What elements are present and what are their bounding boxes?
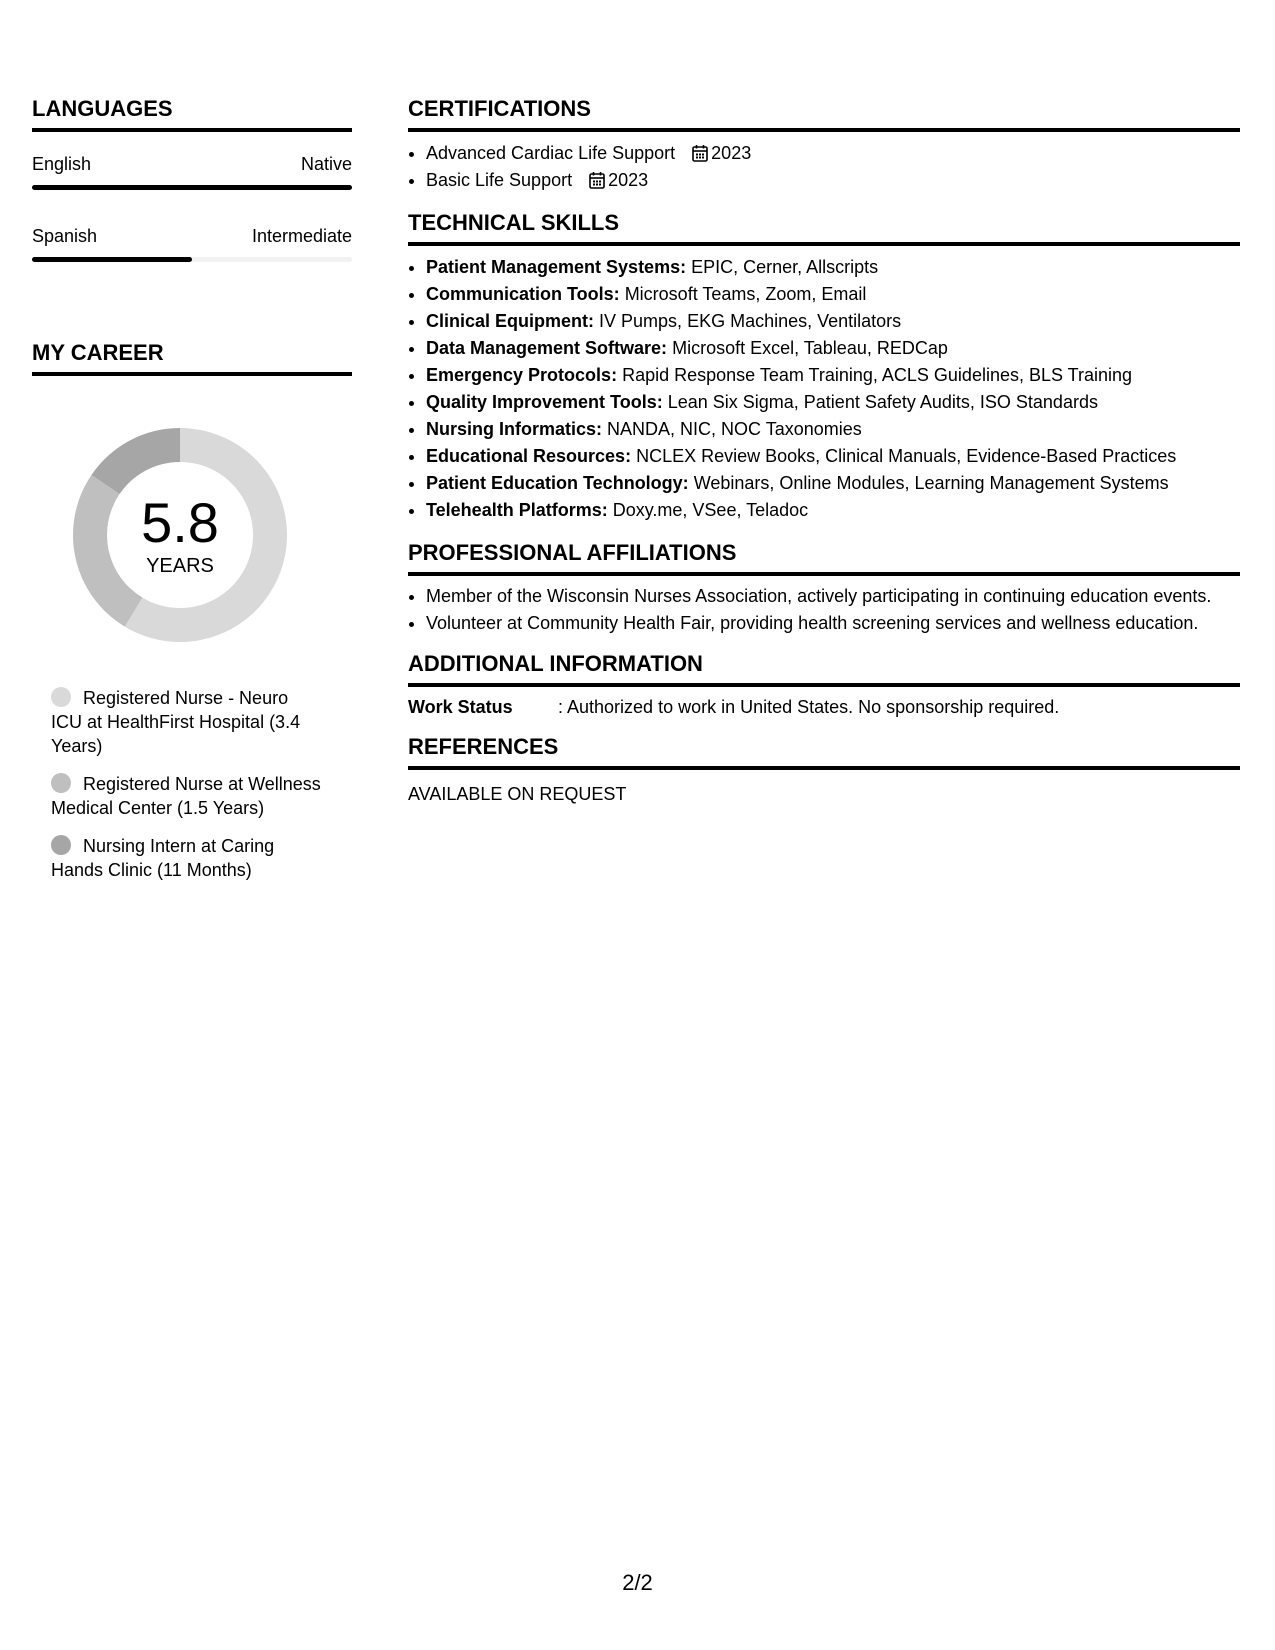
legend-label: Registered Nurse at Wellness Medical Center (1.5 Years): [51, 774, 321, 818]
skill-label: Patient Management Systems:: [426, 257, 687, 277]
skill-label: Data Management Software:: [426, 338, 668, 358]
skill-value: Rapid Response Team Training, ACLS Guidelines, BLS Training: [622, 365, 1133, 385]
career-total-years: 5.8: [141, 490, 219, 554]
career-section: [32, 340, 352, 882]
technical-skills-heading: TECHNICAL SKILLS: [408, 210, 1240, 246]
career-total-unit: YEARS: [146, 554, 214, 577]
language-level: Intermediate: [251, 226, 352, 246]
references-heading: REFERENCES: [408, 734, 1240, 770]
skill-value: NANDA, NIC, NOC Taxonomies: [607, 419, 862, 439]
languages-heading: LANGUAGES: [32, 96, 352, 132]
skill-item: [426, 308, 1240, 335]
skill-value: Doxy.me, VSee, Teladoc: [612, 500, 809, 520]
skill-label: Clinical Equipment:: [426, 311, 595, 331]
legend-swatch-icon: [51, 773, 71, 793]
skill-value: Webinars, Online Modules, Learning Management Systems: [693, 473, 1169, 493]
language-proficiency-fill: [32, 185, 352, 190]
work-status-label: Work Status: [408, 697, 513, 717]
skill-item: [426, 281, 1240, 308]
affiliation-item: • Member of the Wisconsin Nurses Association, actively participating in continuing education events.: [426, 584, 1240, 608]
skill-label: Patient Education Technology:: [426, 473, 689, 493]
skill-item: [426, 416, 1240, 443]
skill-value: Microsoft Teams, Zoom, Email: [624, 284, 867, 304]
references-text: AVAILABLE ON REQUEST: [408, 784, 627, 804]
language-name: Spanish: [32, 226, 98, 246]
technical-skills-list: [408, 254, 1240, 524]
page-number: 2/2: [622, 1570, 653, 1595]
legend-label: Nursing Intern at Caring Hands Clinic (11 Months): [51, 836, 275, 880]
career-donut-chart: [65, 420, 295, 650]
skill-item: [426, 254, 1240, 281]
legend-item: [51, 772, 321, 820]
left-column: [32, 96, 352, 896]
affiliations-heading: PROFESSIONAL AFFILIATIONS: [408, 540, 1240, 576]
work-status-value: : Authorized to work in United States. No sponsorship required.: [558, 697, 1060, 717]
technical-skills-section: [408, 210, 1240, 524]
certification-item: [426, 167, 1240, 194]
language-level: Native: [300, 154, 352, 174]
language-proficiency-bar: [32, 257, 352, 262]
skill-label: Telehealth Platforms:: [426, 500, 608, 520]
skill-value: Lean Six Sigma, Patient Safety Audits, ISO Standards: [667, 392, 1098, 412]
language-item: [32, 226, 352, 262]
career-legend: [51, 686, 321, 882]
skill-item: [426, 470, 1240, 497]
language-proficiency-bar: [32, 185, 352, 190]
certifications-list: [408, 140, 1240, 194]
language-name: English: [32, 154, 92, 174]
skill-value: IV Pumps, EKG Machines, Ventilators: [599, 311, 902, 331]
affiliations-list: [408, 584, 1240, 635]
references-section: [408, 734, 1240, 805]
skill-label: Nursing Informatics:: [426, 419, 603, 439]
additional-info-section: [408, 651, 1240, 718]
affiliation-item: • Volunteer at Community Health Fair, providing health screening services and wellness education.: [426, 611, 1240, 635]
skill-item: [426, 443, 1240, 470]
skill-value: Microsoft Excel, Tableau, REDCap: [672, 338, 948, 358]
legend-swatch-icon: [51, 835, 71, 855]
legend-label: Registered Nurse - Neuro ICU at HealthFirst Hospital (3.4 Years): [51, 688, 301, 756]
calendar-icon: [589, 171, 605, 189]
certifications-heading: CERTIFICATIONS: [408, 96, 1240, 132]
certification-name: Basic Life Support: [426, 170, 573, 190]
skill-label: Educational Resources:: [426, 446, 632, 466]
career-heading: MY CAREER: [32, 340, 352, 376]
right-column: [408, 96, 1240, 805]
affiliations-section: [408, 540, 1240, 635]
language-item: [32, 154, 352, 190]
certification-year: 2023: [608, 170, 649, 190]
legend-swatch-icon: [51, 687, 71, 707]
skill-label: Emergency Protocols:: [426, 365, 618, 385]
skill-item: [426, 335, 1240, 362]
language-proficiency-fill: [32, 257, 192, 262]
skill-label: Communication Tools:: [426, 284, 620, 304]
legend-item: [51, 686, 321, 758]
calendar-icon: [692, 144, 708, 162]
certification-year: 2023: [711, 143, 752, 163]
certifications-section: [408, 96, 1240, 194]
donut-center: [65, 420, 295, 650]
skill-item: [426, 497, 1240, 524]
legend-item: [51, 834, 321, 882]
skill-item: [426, 389, 1240, 416]
certification-item: [426, 140, 1240, 167]
skill-value: EPIC, Cerner, Allscripts: [691, 257, 879, 277]
skill-label: Quality Improvement Tools:: [426, 392, 663, 412]
skill-item: [426, 362, 1240, 389]
additional-info-heading: ADDITIONAL INFORMATION: [408, 651, 1240, 687]
work-status-row: [408, 697, 1240, 718]
skill-value: NCLEX Review Books, Clinical Manuals, Evidence-Based Practices: [636, 446, 1177, 466]
certification-name: Advanced Cardiac Life Support: [426, 143, 676, 163]
